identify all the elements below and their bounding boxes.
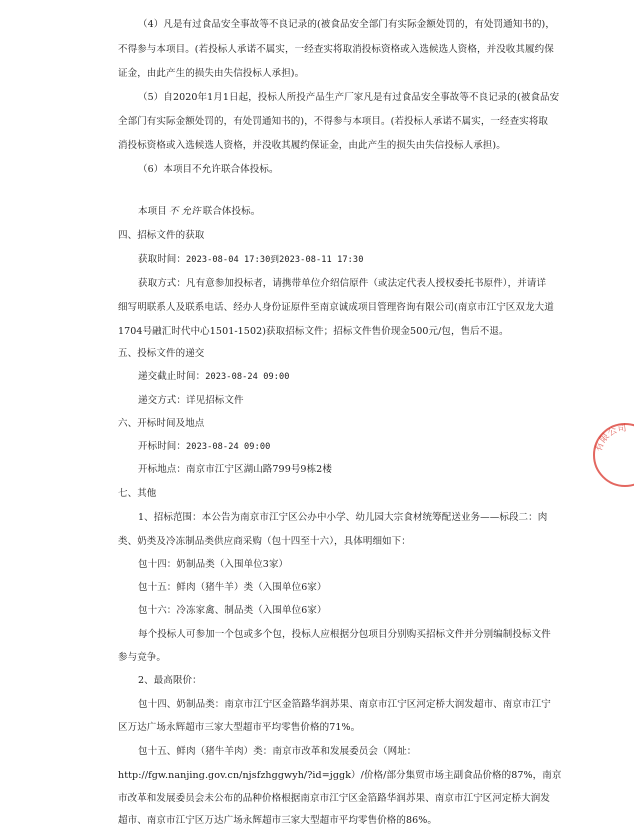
label: 递交截止时间： (138, 371, 206, 382)
opening-time: 2023-08-24 09:00 (186, 442, 271, 452)
text-line: 类、奶类及冷冻制品类供应商采购（包十四至十六），具体明细如下： (118, 536, 411, 547)
section-heading: 五、投标文件的递交 (118, 348, 205, 359)
text-line: 全部门有实际金额处罚的，有处罚通知书的)，不得参与本项目。(若投标人承诺不属实，一经查实将取 (118, 116, 549, 127)
text-line (138, 205, 260, 218)
text-line: 包十四：奶制品类（入围单位3家） (138, 559, 289, 570)
text-fragment: 联合体投标。 (202, 206, 261, 217)
label: 开标时间： (138, 441, 187, 452)
section-heading: 七、其他 (118, 488, 157, 499)
text-line: 区万达广场永辉超市三家大型超市平均零售价格的71%。 (118, 722, 361, 733)
text-line: 获取方式：凡有意参加投标者，请携带单位介绍信原件（或法定代表人授权委托书原件），并请详 (138, 278, 547, 289)
text-line: http://fgw.nanjing.gov.cn/njsfzhggwyh/?id=jggk）/价格/部分集贸市场主副食品价格的87%，南京 (118, 770, 562, 781)
text-line: 参与竞争。 (118, 652, 167, 663)
text-line: 证金，由此产生的损失由失信投标人承担)。 (118, 68, 305, 79)
text-line: 1704号融汇时代中心1501-1502)获取招标文件；招标文件售价现金500元/包，售后不退。 (118, 326, 509, 337)
text-line: 消投标资格或入选候选人资格，并没收其履约保证金，由此产生的损失由失信投标人承担)。 (118, 140, 506, 151)
section-heading: 四、招标文件的获取 (118, 230, 205, 241)
text-line: 包十六：冷冻家禽、制品类（入围单位6家） (138, 605, 327, 616)
text-line: 每个投标人可参加一个包或多个包，投标人应根据分包项目分别购买招标文件并分别编制投标文件 (138, 629, 551, 640)
text-line: 超市、南京市江宁区万达广场永辉超市三家大型超市平均零售价格的86%。 (118, 815, 438, 826)
text-line (138, 370, 290, 384)
seal-stamp-icon (590, 420, 634, 490)
text-line: （4）凡是有过食品安全事故等不良记录的(被食品安全部门有实际金额处罚的，有处罚通知书的)， (138, 19, 555, 30)
text-line: 包十五、鲜肉（猪牛羊肉）类：南京市改革和发展委员会（网址： (138, 746, 417, 757)
svg-text:有限公司: 有限公司 (594, 423, 628, 453)
date-range: 2023-08-04 17:30到2023-08-11 17:30 (186, 255, 364, 265)
label: 获取时间： (138, 254, 187, 265)
text-line: （5）自2020年1月1日起，投标人所投产品生产厂家凡是有过食品安全事故等不良记录的(被食品安 (138, 92, 560, 103)
text-line: （6）本项目不允许联合体投标。 (138, 164, 279, 175)
text-fragment-italic: 不 允许 (168, 206, 201, 217)
text-line: 包十四、奶制品类：南京市江宁区金箔路华润苏果、南京市江宁区河定桥大润发超市、南京市江宁 (138, 699, 551, 710)
text-line: 包十五：鲜肉（猪牛羊）类（入围单位6家） (138, 582, 327, 593)
text-line: 递交方式：详见招标文件 (138, 395, 244, 406)
deadline: 2023-08-24 09:00 (205, 372, 290, 382)
text-line: 不得参与本项目。(若投标人承诺不属实，一经查实将取消投标资格或入选候选人资格，并没收其履约保 (118, 44, 554, 55)
text-line: 市改革和发展委员会未公布的品种价格根据南京市江宁区金箔路华润苏果、南京市江宁区河定桥大润发 (118, 793, 551, 804)
text-fragment: 本项目 (138, 206, 167, 217)
text-line: 1、招标范围：本公告为南京市江宁区公办中小学、幼儿园大宗食材统筹配送业务——标段二：肉 (138, 512, 548, 523)
text-line (138, 440, 270, 454)
text-line: 2、最高限价： (138, 675, 202, 686)
text-line: 细写明联系人及联系电话、经办人身份证原件至南京诚成项目管理咨询有限公司(南京市江宁区双龙大道 (118, 302, 554, 313)
section-heading: 六、开标时间及地点 (118, 418, 205, 429)
text-line (138, 253, 363, 267)
text-line: 开标地点：南京市江宁区湖山路799号9栋2楼 (138, 464, 332, 475)
